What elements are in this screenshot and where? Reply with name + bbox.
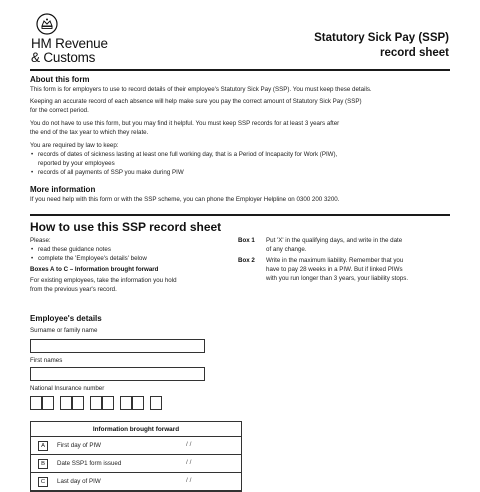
box-letter: C xyxy=(38,477,48,487)
ni-number-box-2[interactable] xyxy=(42,396,54,410)
box2-text-line2: have to pay 28 weeks in a PIW. But if linked PIWs xyxy=(266,266,403,273)
box1-text-line1: Put 'X' in the qualifying days, and write in the date xyxy=(266,237,403,244)
date-field[interactable]: / / xyxy=(186,441,192,448)
box2-label: Box 2 xyxy=(238,257,255,264)
ni-number-box-1[interactable] xyxy=(30,396,42,410)
surname-label: Surname or family name xyxy=(30,327,98,334)
about-paragraph-4: You are required by law to keep: xyxy=(30,142,119,149)
about-paragraph-2-line1: Keeping an accurate record of each absence will help make sure you pay the correct amount of Statutory Sick Pay (SSP) xyxy=(30,98,362,105)
ni-number-label: National Insurance number xyxy=(30,385,105,392)
about-paragraph-3-line1: You do not have to use this form, but you may find it helpful. You must keep SSP records for at least 3 years after xyxy=(30,120,340,127)
table-row xyxy=(31,455,241,473)
about-heading: About this form xyxy=(30,75,90,84)
boxes-a-to-c-text-line1: For existing employees, take the information you hold xyxy=(30,277,177,284)
box2-text-line1: Write in the maximum liability. Remember that you xyxy=(266,257,404,264)
table-row xyxy=(31,437,241,455)
org-name-line2: & Customs xyxy=(31,50,96,65)
section-divider xyxy=(30,214,450,216)
box1-label: Box 1 xyxy=(238,237,255,244)
info-brought-forward-heading: Information brought forward xyxy=(31,422,241,437)
document-title-line2: record sheet xyxy=(379,47,449,59)
how-to-please: Please: xyxy=(30,237,51,244)
header-divider xyxy=(30,69,450,71)
employee-details-heading: Employee's details xyxy=(30,314,102,323)
document-title xyxy=(314,31,449,61)
org-name-line1: HM Revenue xyxy=(31,36,108,51)
row-label: First day of PIW xyxy=(57,442,102,449)
more-info-heading: More information xyxy=(30,185,96,194)
ni-number-box-3[interactable] xyxy=(60,396,72,410)
about-bullet-1-continued: reported by your employees xyxy=(38,160,115,167)
about-paragraph-3-line2: the end of the tax year to which they relate. xyxy=(30,129,149,136)
first-names-field[interactable] xyxy=(30,367,205,381)
boxes-a-to-c-heading: Boxes A to C – Information brought forward xyxy=(30,266,159,273)
how-to-bullet-1: • read these guidance notes xyxy=(30,246,220,255)
boxes-a-to-c-text-line2: from the previous year's record. xyxy=(30,286,117,293)
info-brought-forward-table xyxy=(30,421,242,492)
surname-field[interactable] xyxy=(30,339,205,353)
ni-number-box-6[interactable] xyxy=(102,396,114,410)
ni-number-box-5[interactable] xyxy=(90,396,102,410)
document-title-line1: Statutory Sick Pay (SSP) xyxy=(314,32,449,44)
box2-text-line3: with you run longer than 3 years, your liability stops. xyxy=(266,275,409,282)
more-info-text: If you need help with this form or with the SSP scheme, you can phone the Employer Helpline on 0300 200 3200. xyxy=(30,196,340,203)
date-field[interactable]: / / xyxy=(186,459,192,466)
first-names-label: First names xyxy=(30,357,63,364)
about-bullet-1: • records of dates of sickness lasting at least one full working day, that is a Period of Incapacity for Work (PIW), xyxy=(30,151,455,160)
how-to-bullet-2: • complete the 'Employee's details' below xyxy=(30,255,220,264)
ni-number-box-8[interactable] xyxy=(132,396,144,410)
about-paragraph-1: This form is for employers to use to record details of their employee's Statutory Sick Pay (SSP). You must keep these details. xyxy=(30,86,372,93)
date-field[interactable]: / / xyxy=(186,477,192,484)
row-label: Last day of PIW xyxy=(57,478,101,485)
box-letter: B xyxy=(38,459,48,469)
about-bullet-2: • records of all payments of SSP you make during PIW xyxy=(30,169,455,178)
box-letter: A xyxy=(38,441,48,451)
row-label: Date SSP1 form issued xyxy=(57,460,122,467)
ni-number-box-4[interactable] xyxy=(72,396,84,410)
about-paragraph-2-line2: for the correct period. xyxy=(30,107,89,114)
how-to-heading: How to use this SSP record sheet xyxy=(30,220,222,234)
table-row xyxy=(31,473,241,491)
ni-number-box-9[interactable] xyxy=(150,396,162,410)
royal-crest-icon xyxy=(36,13,58,35)
ni-number-box-7[interactable] xyxy=(120,396,132,410)
box1-text-line2: of any change. xyxy=(266,246,307,253)
